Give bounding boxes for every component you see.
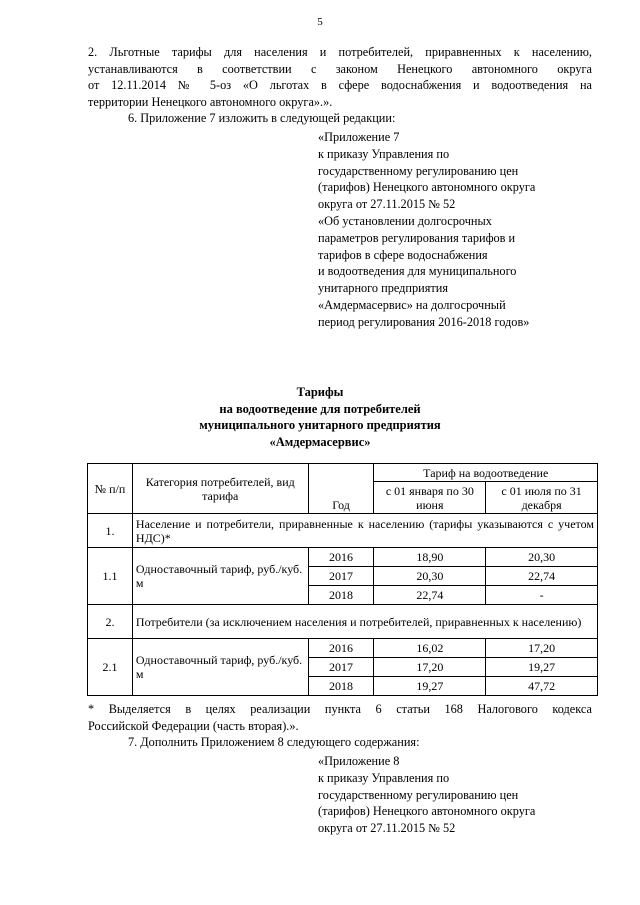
item-2-line: от 12.11.2014 № 5-оз «О льготах в сфере водоснабжения и водоотведения на (88, 78, 592, 92)
page-number: 5 (317, 16, 323, 28)
table-section-row (88, 514, 598, 548)
tariff-cell: 22,74 (486, 567, 598, 586)
tariff-cell: 20,30 (374, 567, 486, 586)
item-7-paragraph: 7. Дополнить Приложением 8 следующего содержания: (128, 735, 420, 749)
section-1-text: Население и потребители, приравненные к населению (тарифы указываются с учетом НДС)* (132, 514, 597, 548)
row-1-1-num: 1.1 (88, 548, 133, 605)
header-period-2: с 01 июля по 31 декабря (486, 482, 598, 514)
appendix-7-line: период регулирования 2016-2018 годов» (318, 314, 530, 329)
tariff-cell: - (486, 586, 598, 605)
footnote-line: * Выделяется в целях реализации пункта 6 статьи 168 Налогового кодекса (88, 702, 592, 716)
header-num: № п/п (88, 464, 133, 514)
item-2-line: устанавливаются в соответствии с законом Ненецкого автономного округа (88, 61, 592, 76)
year-cell: 2018 (308, 677, 374, 696)
appendix-7-line: унитарного предприятия (318, 281, 448, 296)
item-6-paragraph: 6. Приложение 7 изложить в следующей редакции: (128, 111, 396, 125)
tariff-cell: 20,30 (486, 548, 598, 567)
appendix-7-line: государственному регулированию цен (318, 163, 519, 178)
header-period-1: с 01 января по 30 июня (374, 482, 486, 514)
tariff-title-line: «Амдермасервис» (269, 434, 371, 449)
appendix-7-line: «Амдермасервис» на долгосрочный (318, 297, 506, 312)
row-2-1-num: 2.1 (88, 639, 133, 696)
year-cell: 2018 (308, 586, 374, 605)
header-category: Категория потребителей, вид тарифа (132, 464, 308, 514)
appendix-7-header (318, 129, 598, 331)
table-row (88, 639, 598, 658)
table-row (88, 548, 598, 567)
tariff-title-line: Тарифы (296, 385, 344, 399)
appendix-7-line: «Приложение 7 (318, 130, 400, 144)
header-year: Год (308, 464, 374, 514)
tariff-cell: 47,72 (486, 677, 598, 696)
row-2-1-label: Одноставочный тариф, руб./куб. м (132, 639, 308, 696)
appendix-7-line: тарифов в сфере водоснабжения (318, 247, 488, 262)
tariff-cell: 22,74 (374, 586, 486, 605)
footnote (88, 701, 592, 734)
year-cell: 2016 (308, 639, 374, 658)
tariff-cell: 16,02 (374, 639, 486, 658)
item-2-line: 2. Льготные тарифы для населения и потребителей, приравненных к населению, (88, 45, 592, 59)
item-2-paragraph (88, 44, 592, 110)
tariff-cell: 19,27 (486, 658, 598, 677)
section-2-num: 2. (88, 605, 133, 639)
appendix-8-line: «Приложение 8 (318, 754, 400, 768)
tariff-cell: 19,27 (374, 677, 486, 696)
year-cell: 2016 (308, 548, 374, 567)
tariff-title-line: на водоотведение для потребителей (219, 401, 421, 416)
header-tariff-group: Тариф на водоотведение (374, 464, 598, 482)
appendix-7-line: «Об установлении долгосрочных (318, 213, 492, 228)
appendix-7-line: (тарифов) Ненецкого автономного округа (318, 180, 536, 195)
appendix-7-line: к приказу Управления по (318, 146, 450, 161)
tariff-title-line: муниципального унитарного предприятия (199, 418, 441, 432)
tariff-cell: 17,20 (486, 639, 598, 658)
section-1-num: 1. (88, 514, 133, 548)
tariff-title (0, 384, 640, 450)
section-2-text: Потребители (за исключением населения и потребителей, приравненных к населению) (132, 605, 597, 639)
appendix-7-line: параметров регулирования тарифов и (318, 230, 516, 245)
appendix-8-line: к приказу Управления по (318, 770, 450, 785)
appendix-7-line: и водоотведения для муниципального (318, 264, 517, 279)
item-2-line: территории Ненецкого автономного округа».». (88, 94, 333, 109)
appendix-8-line: округа от 27.11.2015 № 52 (318, 821, 456, 836)
table-section-row (88, 605, 598, 639)
row-1-1-label: Одноставочный тариф, руб./куб. м (132, 548, 308, 605)
appendix-8-line: (тарифов) Ненецкого автономного округа (318, 804, 536, 819)
footnote-line: Российской Федерации (часть вторая).». (88, 718, 299, 733)
tariff-cell: 18,90 (374, 548, 486, 567)
appendix-7-line: округа от 27.11.2015 № 52 (318, 197, 456, 212)
year-cell: 2017 (308, 658, 374, 677)
appendix-8-header (318, 753, 598, 837)
table-header-row (88, 464, 598, 482)
year-cell: 2017 (308, 567, 374, 586)
tariff-cell: 17,20 (374, 658, 486, 677)
appendix-8-line: государственному регулированию цен (318, 787, 519, 802)
tariff-table (87, 463, 598, 696)
